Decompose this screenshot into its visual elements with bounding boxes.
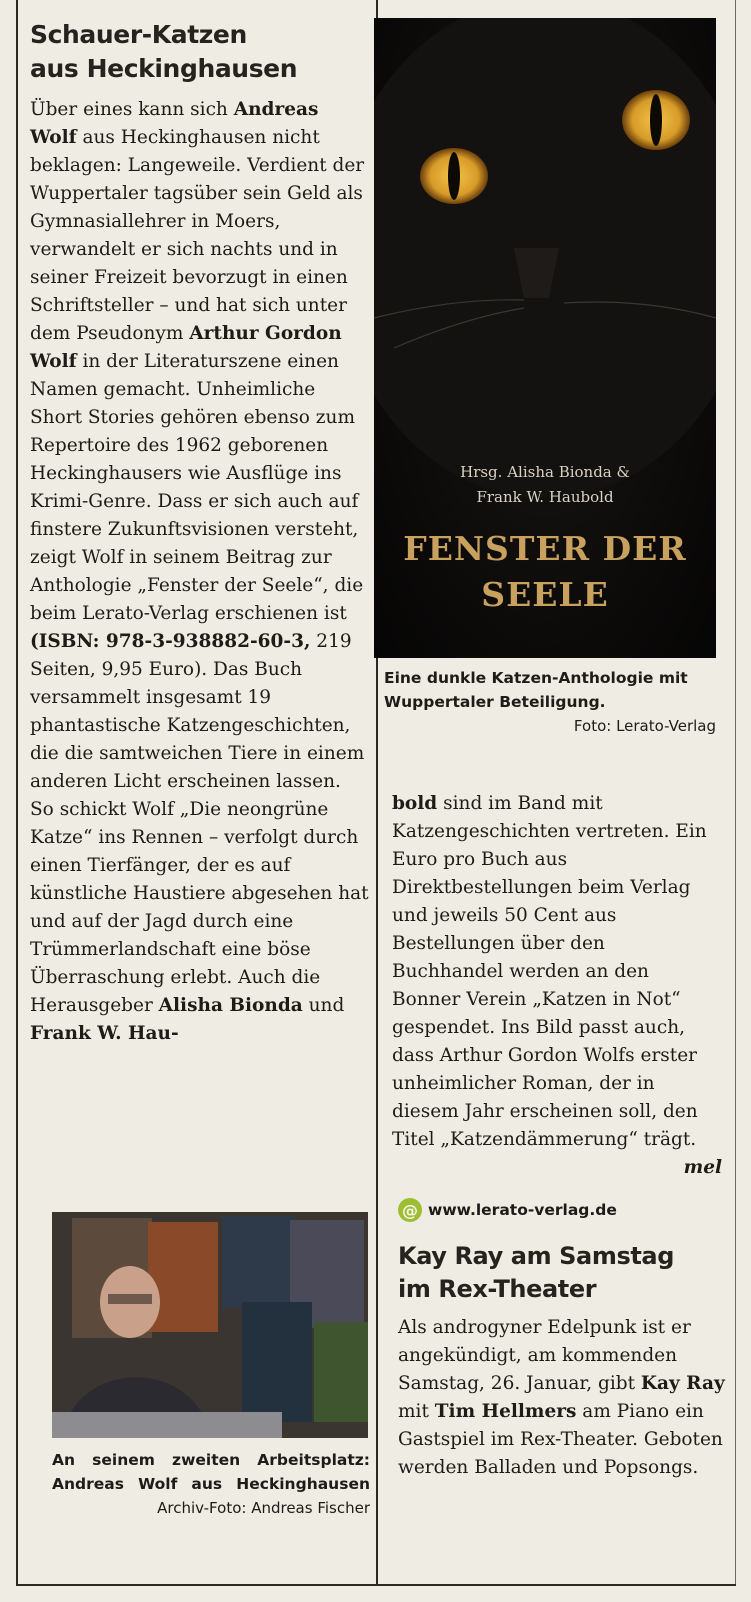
text-run: und bbox=[302, 995, 345, 1016]
cover-caption: Eine dunkle Katzen-Anthologie mit Wuppertaler Beteiligung. Foto: Lerato-Verlag bbox=[384, 666, 716, 738]
weblink[interactable] bbox=[398, 1196, 617, 1224]
article-headline: Schauer-Katzen aus Heckinghausen bbox=[30, 20, 298, 83]
cover-editors: Hrsg. Alisha Bionda & Frank W. Haubold bbox=[460, 463, 630, 506]
article-continuation bbox=[392, 790, 722, 1182]
author-signature: mel bbox=[683, 1157, 722, 1178]
text-run: sind im Band mit Katzengeschichten vertreten. Ein Euro pro Buch aus Direktbestellungen beim Verlag und jeweils 50 Cent aus Bestellungen über den Buchhandel werden an den Bonner Verein „Katzen in Not“ gespendet. Ins Bild passt auch, dass Arthur Gordon Wolfs erster unheimlicher Roman, der in diesem Jahr erscheinen soll, den Titel „Katzendämmerung“ trägt. bbox=[392, 793, 707, 1150]
article-main-column bbox=[30, 18, 370, 1048]
article-headline: Kay Ray am Samstag im Rex-Theater bbox=[398, 1242, 674, 1303]
bold-text: Alisha Bionda bbox=[158, 995, 303, 1016]
column-rule bbox=[16, 0, 18, 1585]
photo-credit: Archiv-Foto: Andreas Fischer bbox=[157, 1499, 370, 1517]
at-icon: @ bbox=[398, 1198, 422, 1222]
bottom-rule bbox=[16, 1584, 736, 1586]
bold-text: Tim Hellmers bbox=[434, 1401, 577, 1422]
bold-text: Kay Ray bbox=[640, 1373, 725, 1394]
text-run: in der Literaturszene einen Namen gemacht. Unheimliche Short Stories gehören ebenso zum Repertoire des 1962 geborenen Heckinghausers wie Ausflüge ins Krimi-Genre. Dass er sich auch auf finstere Zukunftsvisionen versteht, zeigt Wolf in seinem Beitrag zur Anthologie „Fenster der Seele“, die beim Lerato-Verlag erschienen ist bbox=[30, 351, 364, 624]
book-cover bbox=[374, 18, 716, 658]
text-run: mit bbox=[398, 1401, 435, 1422]
author-photo-image bbox=[52, 1212, 368, 1438]
text-run: Als androgyner Edelpunk ist er angekündigt, am kommenden Samstag, 26. Januar, gibt bbox=[398, 1317, 691, 1394]
bold-text: Frank W. Hau- bbox=[30, 1023, 179, 1044]
text-run: am Piano ein Gastspiel im Rex-Theater. Geboten werden Balladen und Popsongs. bbox=[398, 1401, 723, 1478]
text-run: 219 Seiten, 9,95 Euro). Das Buch versammelt insgesamt 19 phantastische Katzengeschichten, die die samtweichen Tiere in einem anderen Licht erscheinen lassen. So schickt Wolf „Die neongrüne Katze“ ins Rennen – verfolgt durch einen Tierfänger, der es auf künstliche Haustiere abgesehen hat und auf der Jagd durch eine Trümmerlandschaft eine böse Überraschung erlebt. Auch die Herausgeber bbox=[30, 631, 369, 1016]
article-body bbox=[30, 96, 370, 1048]
article-body bbox=[398, 1314, 728, 1482]
weblink-text[interactable]: www.lerato-verlag.de bbox=[428, 1201, 617, 1219]
cover-title: FENSTER DER SEELE bbox=[403, 529, 687, 614]
bold-text: (ISBN: 978-3-938882-60-3, bbox=[30, 631, 311, 652]
continuation-text bbox=[392, 793, 707, 1150]
cover-credit: Foto: Lerato-Verlag bbox=[573, 717, 716, 735]
photo-caption: An seinem zweiten Arbeitsplatz: Andreas Wolf aus Heckinghausen Archiv-Foto: Andreas Fischer bbox=[52, 1448, 370, 1520]
bold-text: Arthur Gordon Wolf bbox=[30, 323, 342, 372]
text-run: Über eines kann sich bbox=[30, 99, 234, 120]
bold-text: Andreas Wolf bbox=[30, 99, 319, 148]
bold-text: bold bbox=[392, 793, 438, 814]
author-photo bbox=[52, 1212, 368, 1438]
article-kay-ray bbox=[398, 1240, 728, 1482]
column-rule bbox=[735, 0, 736, 1585]
text-run: aus Heckinghausen nicht beklagen: Langeweile. Verdient der Wuppertaler tagsüber sein Geld als Gymnasiallehrer in Moers, verwandelt er sich nachts und in seiner Freizeit bevorzugt in einen Schriftsteller – und hat sich unter dem Pseudonym bbox=[30, 127, 365, 344]
